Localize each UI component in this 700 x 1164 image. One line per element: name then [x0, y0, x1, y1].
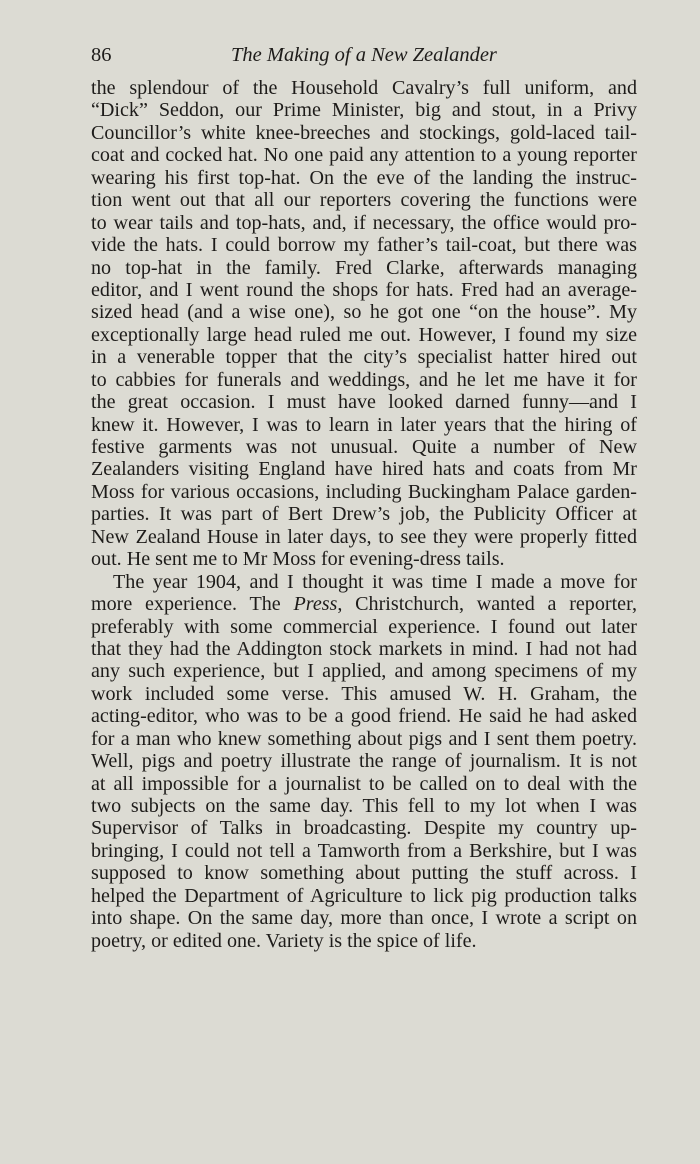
running-head — [91, 44, 637, 74]
text-line: the great occasion. I must have looked darned funny—and I — [91, 391, 637, 414]
page-number: 86 — [91, 44, 112, 66]
text-line: any such experience, but I applied, and among specimens of my — [91, 660, 637, 683]
text-line: Supervisor of Talks in broadcasting. Despite my country up- — [91, 817, 637, 840]
text-line: acting-editor, who was to be a good friend. He said he had asked — [91, 705, 637, 728]
text-line: Councillor’s white knee-breeches and stockings, gold-laced tail- — [91, 121, 637, 144]
text-line: New Zealand House in later days, to see they were properly fitted — [91, 525, 637, 548]
text-line: sized head (and a wise one), so he got one “on the house”. My — [91, 301, 637, 324]
text-line: into shape. On the same day, more than once, I wrote a script on — [91, 907, 637, 930]
text-line: helped the Department of Agriculture to lick pig production talks — [91, 884, 637, 907]
text-line — [91, 593, 637, 615]
text-line: the splendour of the Household Cavalry’s full uniform, and — [91, 77, 637, 99]
text-line: supposed to know something about putting the stuff across. I — [91, 862, 637, 885]
text-line: The year 1904, and I thought it was time I made a move for — [113, 570, 637, 593]
text-line: Moss for various occasions, including Buckingham Palace garden- — [91, 480, 637, 503]
text-line: wearing his first top-hat. On the eve of the landing the instruc- — [91, 166, 637, 189]
text-line: at all impossible for a journalist to be called on to deal with the — [91, 772, 637, 795]
text-line: exceptionally large head ruled me out. However, I found my size — [91, 323, 637, 346]
text-line: for a man who knew something about pigs and I sent them poetry. — [91, 727, 637, 750]
text-line: parties. It was part of Bert Drew’s job, the Publicity Officer at — [91, 503, 637, 526]
text-line: Zealanders visiting England have hired hats and coats from Mr — [91, 458, 637, 481]
text-line: “Dick” Seddon, our Prime Minister, big and stout, in a Privy — [91, 99, 637, 122]
text-line: tion went out that all our reporters covering the functions were — [91, 189, 637, 212]
text-line: bringing, I could not tell a Tamworth from a Berkshire, but I was — [91, 839, 637, 862]
text-line: no top-hat in the family. Fred Clarke, afterwards managing — [91, 256, 637, 279]
text-fragment: , Christchurch, wanted a reporter, — [337, 593, 637, 616]
book-title: The Making of a New Zealander — [231, 44, 497, 66]
text-line: vide the hats. I could borrow my father’s tail-coat, but there was — [91, 234, 637, 257]
text-line: festive garments was not unusual. Quite a number of New — [91, 436, 637, 458]
text-line: Well, pigs and poetry illustrate the range of journalism. It is not — [91, 750, 637, 773]
text-line: out. He sent me to Mr Moss for evening-dress tails. — [91, 548, 505, 571]
text-line: coat and cocked hat. No one paid any attention to a young reporter — [91, 144, 637, 167]
newspaper-title: Press — [293, 593, 338, 616]
text-line: editor, and I went round the shops for hats. Fred had an average- — [91, 278, 637, 301]
text-line: two subjects on the same day. This fell to my lot when I was — [91, 795, 637, 817]
text-line: preferably with some commercial experience. I found out later — [91, 615, 637, 638]
text-fragment: more experience. The — [91, 593, 294, 616]
text-line: in a venerable topper that the city’s specialist hatter hired out — [91, 346, 637, 369]
text-line: poetry, or edited one. Variety is the spice of life. — [91, 929, 477, 952]
text-line: work included some verse. This amused W. H. Graham, the — [91, 682, 637, 705]
text-line: to wear tails and top-hats, and, if necessary, the office would pro- — [91, 211, 637, 234]
text-line: to cabbies for funerals and weddings, and he let me have it for — [91, 368, 637, 391]
body-text — [91, 77, 637, 952]
text-line: that they had the Addington stock markets in mind. I had not had — [91, 637, 637, 660]
text-line: knew it. However, I was to learn in later years that the hiring of — [91, 413, 637, 436]
